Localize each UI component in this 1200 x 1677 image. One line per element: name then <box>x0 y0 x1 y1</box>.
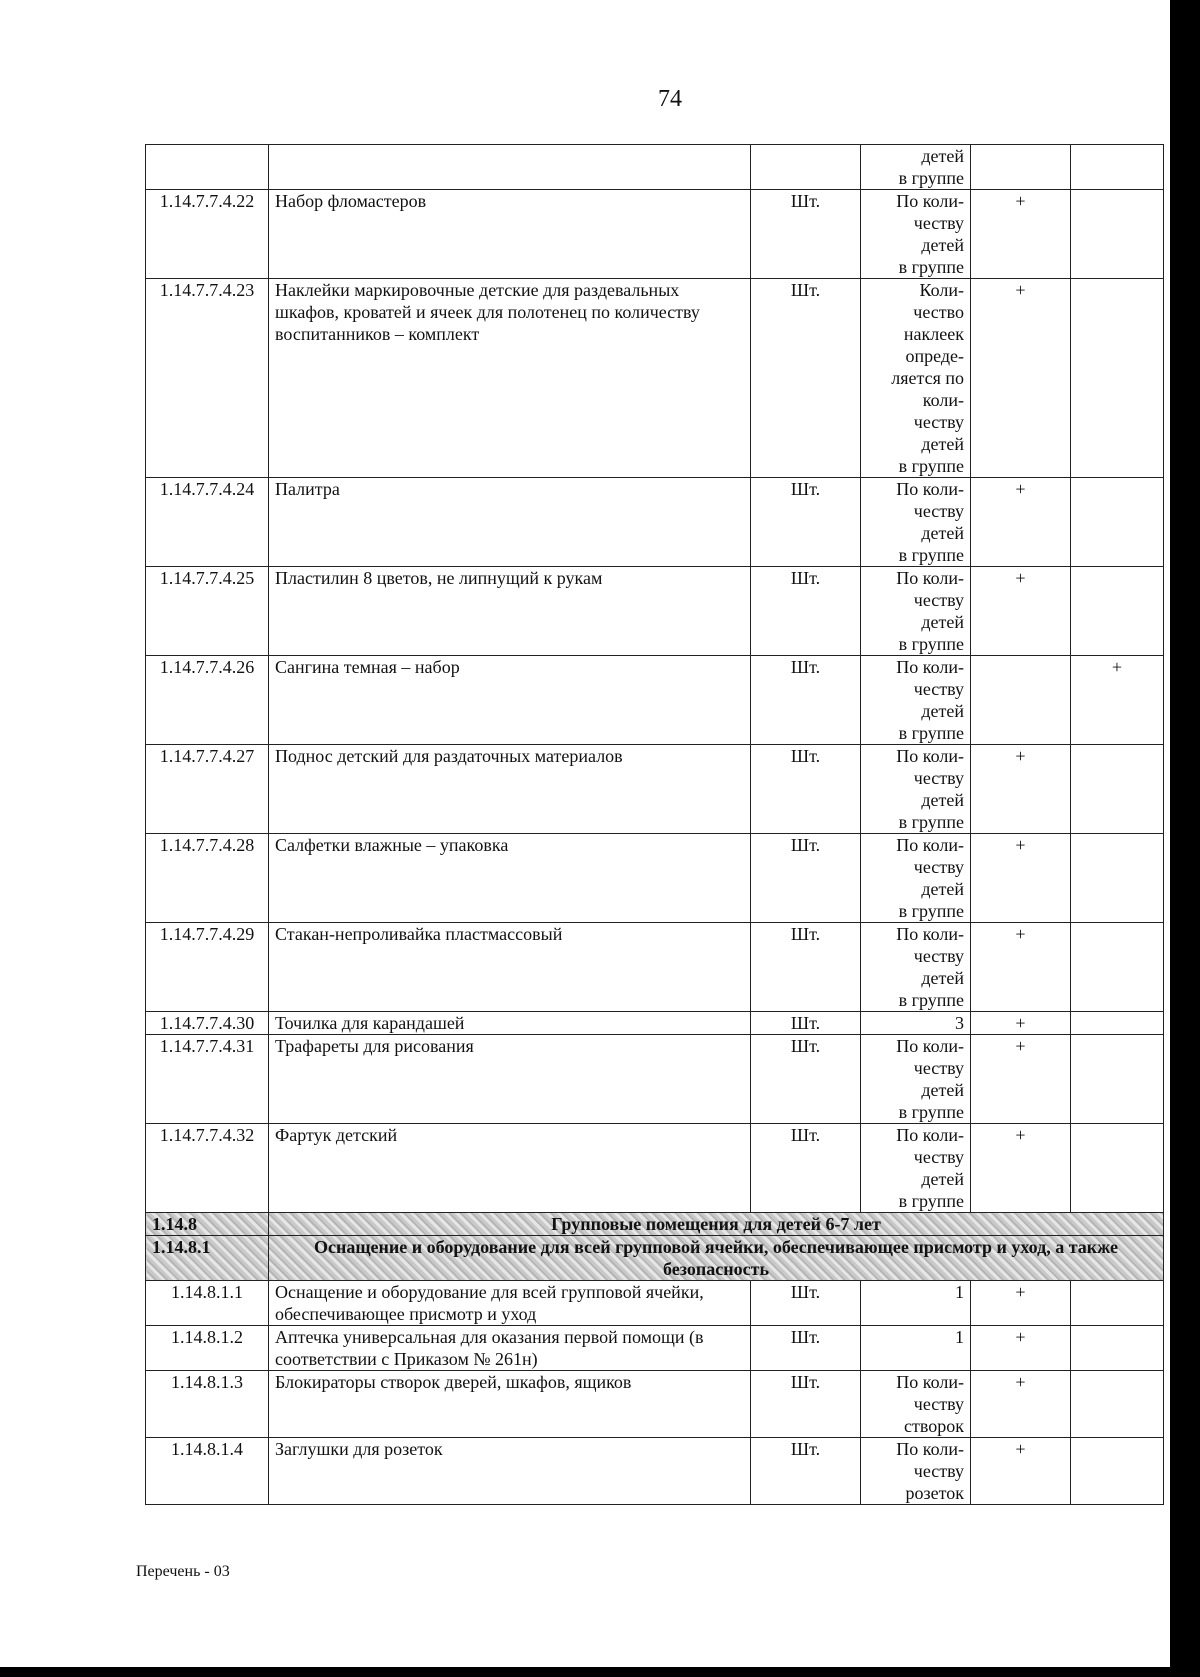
page-number: 74 <box>658 86 682 112</box>
quantity-line: честву <box>913 1461 964 1481</box>
quantity-line: Коли- <box>919 280 964 300</box>
item-quantity <box>861 1371 971 1438</box>
item-name: Оснащение и оборудование для всей групповой ячейки, обеспечивающее присмотр и уход <box>269 1281 751 1326</box>
table-row <box>146 1012 1164 1035</box>
table-row <box>146 1124 1164 1213</box>
item-unit <box>751 145 861 190</box>
mark-column-6 <box>1071 834 1164 923</box>
item-code <box>146 145 269 190</box>
section-title: Групповые помещения для детей 6-7 лет <box>269 1213 1164 1236</box>
item-code: 1.14.7.7.4.29 <box>146 923 269 1012</box>
table-row <box>146 1281 1164 1326</box>
quantity-line: в группе <box>898 168 964 188</box>
quantity-line: детей <box>921 612 964 632</box>
mark-column-6 <box>1071 745 1164 834</box>
mark-column-6 <box>1071 190 1164 279</box>
mark-column-5 <box>971 145 1071 190</box>
scan-border-bottom <box>0 1667 1200 1677</box>
table-row <box>146 567 1164 656</box>
section-title: Оснащение и оборудование для всей групповой ячейки, обеспечивающее присмотр и уход, а также безопасность <box>269 1236 1164 1281</box>
quantity-line: честву <box>913 501 964 521</box>
item-unit: Шт. <box>751 279 861 478</box>
quantity-line: детей <box>921 1169 964 1189</box>
quantity-line: По коли- <box>896 1439 964 1459</box>
item-quantity <box>861 1438 971 1505</box>
item-unit: Шт. <box>751 478 861 567</box>
mark-column-5: + <box>971 923 1071 1012</box>
item-code: 1.14.7.7.4.32 <box>146 1124 269 1213</box>
quantity-line: в группе <box>898 723 964 743</box>
item-unit: Шт. <box>751 1124 861 1213</box>
mark-column-5: + <box>971 1371 1071 1438</box>
quantity-line: честву <box>913 768 964 788</box>
section-code: 1.14.8.1 <box>146 1236 269 1281</box>
quantity-line: По коли- <box>896 479 964 499</box>
item-name: Фартук детский <box>269 1124 751 1213</box>
quantity-line: детей <box>921 790 964 810</box>
mark-column-5 <box>971 656 1071 745</box>
quantity-line: детей <box>921 235 964 255</box>
section-code: 1.14.8 <box>146 1213 269 1236</box>
item-name: Заглушки для розеток <box>269 1438 751 1505</box>
quantity-line: в группе <box>898 634 964 654</box>
mark-column-6: + <box>1071 656 1164 745</box>
mark-column-6 <box>1071 1438 1164 1505</box>
mark-column-6 <box>1071 1281 1164 1326</box>
item-quantity <box>861 478 971 567</box>
quantity-line: чество <box>913 302 964 322</box>
item-name <box>269 145 751 190</box>
quantity-line: По коли- <box>896 191 964 211</box>
mark-column-6 <box>1071 279 1164 478</box>
item-name: Салфетки влажные – упаковка <box>269 834 751 923</box>
mark-column-6 <box>1071 145 1164 190</box>
item-name: Набор фломастеров <box>269 190 751 279</box>
mark-column-6 <box>1071 1124 1164 1213</box>
mark-column-6 <box>1071 1012 1164 1035</box>
item-code: 1.14.7.7.4.23 <box>146 279 269 478</box>
table-row <box>146 1326 1164 1371</box>
table-row <box>146 1371 1164 1438</box>
mark-column-5: + <box>971 1035 1071 1124</box>
quantity-line: детей <box>921 1080 964 1100</box>
quantity-line: По коли- <box>896 568 964 588</box>
quantity-line: По коли- <box>896 1125 964 1145</box>
table-row <box>146 190 1164 279</box>
item-quantity <box>861 1281 971 1326</box>
item-unit: Шт. <box>751 1012 861 1035</box>
item-name: Наклейки маркировочные детские для раздевальных шкафов, кроватей и ячеек для полотенец по количеству воспитанников – комплект <box>269 279 751 478</box>
item-quantity <box>861 923 971 1012</box>
mark-column-5: + <box>971 745 1071 834</box>
item-name: Блокираторы створок дверей, шкафов, ящиков <box>269 1371 751 1438</box>
item-unit: Шт. <box>751 1281 861 1326</box>
mark-column-5: + <box>971 834 1071 923</box>
equipment-table <box>145 144 1164 1505</box>
mark-column-5: + <box>971 1438 1071 1505</box>
item-unit: Шт. <box>751 1035 861 1124</box>
item-name: Сангина темная – набор <box>269 656 751 745</box>
quantity-line: детей <box>921 523 964 543</box>
item-quantity <box>861 190 971 279</box>
mark-column-5: + <box>971 1012 1071 1035</box>
item-code: 1.14.7.7.4.28 <box>146 834 269 923</box>
quantity-line: коли- <box>922 390 964 410</box>
mark-column-6 <box>1071 478 1164 567</box>
item-code: 1.14.7.7.4.26 <box>146 656 269 745</box>
quantity-line: По коли- <box>896 1036 964 1056</box>
quantity-line: честву <box>913 1147 964 1167</box>
mark-column-5: + <box>971 1124 1071 1213</box>
table-row <box>146 1035 1164 1124</box>
quantity-line: детей <box>921 879 964 899</box>
quantity-line: в группе <box>898 812 964 832</box>
quantity-line: опреде- <box>905 346 964 366</box>
quantity-line: в группе <box>898 545 964 565</box>
item-name: Трафареты для рисования <box>269 1035 751 1124</box>
table-row <box>146 745 1164 834</box>
quantity-line: По коли- <box>896 924 964 944</box>
quantity-line: честву <box>913 857 964 877</box>
item-name: Пластилин 8 цветов, не липнущий к рукам <box>269 567 751 656</box>
mark-column-6 <box>1071 1326 1164 1371</box>
item-quantity <box>861 1124 971 1213</box>
item-unit: Шт. <box>751 1326 861 1371</box>
mark-column-5: + <box>971 567 1071 656</box>
item-unit: Шт. <box>751 190 861 279</box>
item-name: Палитра <box>269 478 751 567</box>
quantity-line: честву <box>913 946 964 966</box>
quantity-line: ляется по <box>891 368 964 388</box>
quantity-line: детей <box>921 968 964 988</box>
item-unit: Шт. <box>751 656 861 745</box>
item-unit: Шт. <box>751 1371 861 1438</box>
item-code: 1.14.8.1.3 <box>146 1371 269 1438</box>
table-row <box>146 656 1164 745</box>
quantity-line: детей <box>921 434 964 454</box>
section-row <box>146 1213 1164 1236</box>
mark-column-5: + <box>971 1326 1071 1371</box>
footer-label: Перечень - 03 <box>136 1563 230 1580</box>
table-row <box>146 279 1164 478</box>
item-quantity <box>861 1326 971 1371</box>
item-quantity <box>861 567 971 656</box>
item-code: 1.14.8.1.2 <box>146 1326 269 1371</box>
quantity-line: в группе <box>898 1191 964 1211</box>
table-row <box>146 923 1164 1012</box>
mark-column-5: + <box>971 279 1071 478</box>
quantity-line: в группе <box>898 1102 964 1122</box>
item-code: 1.14.7.7.4.30 <box>146 1012 269 1035</box>
quantity-line: розеток <box>905 1483 964 1503</box>
mark-column-6 <box>1071 567 1164 656</box>
item-unit: Шт. <box>751 923 861 1012</box>
mark-column-5: + <box>971 190 1071 279</box>
table-row <box>146 1438 1164 1505</box>
table-row <box>146 145 1164 190</box>
item-quantity <box>861 834 971 923</box>
quantity-line: в группе <box>898 990 964 1010</box>
item-quantity <box>861 745 971 834</box>
item-unit: Шт. <box>751 567 861 656</box>
quantity-line: створок <box>904 1416 964 1436</box>
quantity-line: детей <box>921 146 964 166</box>
item-unit: Шт. <box>751 745 861 834</box>
quantity-line: честву <box>913 679 964 699</box>
quantity-line: честву <box>913 1058 964 1078</box>
quantity-line: детей <box>921 701 964 721</box>
quantity-line: 3 <box>955 1013 964 1033</box>
table-row <box>146 478 1164 567</box>
quantity-line: 1 <box>955 1282 964 1302</box>
mark-column-5: + <box>971 478 1071 567</box>
item-name: Поднос детский для раздаточных материалов <box>269 745 751 834</box>
mark-column-6 <box>1071 1035 1164 1124</box>
item-code: 1.14.8.1.4 <box>146 1438 269 1505</box>
table-row <box>146 834 1164 923</box>
item-quantity <box>861 1012 971 1035</box>
quantity-line: наклеек <box>903 324 964 344</box>
quantity-line: честву <box>913 412 964 432</box>
item-quantity <box>861 1035 971 1124</box>
quantity-line: По коли- <box>896 657 964 677</box>
table-body <box>146 145 1164 1505</box>
quantity-line: честву <box>913 590 964 610</box>
section-row <box>146 1236 1164 1281</box>
item-name: Стакан-непроливайка пластмассовый <box>269 923 751 1012</box>
item-code: 1.14.7.7.4.27 <box>146 745 269 834</box>
quantity-line: По коли- <box>896 1372 964 1392</box>
item-code: 1.14.7.7.4.31 <box>146 1035 269 1124</box>
mark-column-6 <box>1071 923 1164 1012</box>
item-code: 1.14.7.7.4.22 <box>146 190 269 279</box>
quantity-line: По коли- <box>896 835 964 855</box>
quantity-line: По коли- <box>896 746 964 766</box>
quantity-line: честву <box>913 213 964 233</box>
item-quantity <box>861 656 971 745</box>
item-code: 1.14.8.1.1 <box>146 1281 269 1326</box>
quantity-line: в группе <box>898 257 964 277</box>
item-code: 1.14.7.7.4.24 <box>146 478 269 567</box>
mark-column-6 <box>1071 1371 1164 1438</box>
scan-border-right <box>1170 0 1200 1677</box>
item-name: Аптечка универсальная для оказания первой помощи (в соответствии с Приказом № 261н) <box>269 1326 751 1371</box>
item-code: 1.14.7.7.4.25 <box>146 567 269 656</box>
quantity-line: в группе <box>898 901 964 921</box>
item-name: Точилка для карандашей <box>269 1012 751 1035</box>
item-quantity <box>861 145 971 190</box>
item-unit: Шт. <box>751 834 861 923</box>
item-quantity <box>861 279 971 478</box>
quantity-line: 1 <box>955 1327 964 1347</box>
quantity-line: в группе <box>898 456 964 476</box>
quantity-line: честву <box>913 1394 964 1414</box>
item-unit: Шт. <box>751 1438 861 1505</box>
mark-column-5: + <box>971 1281 1071 1326</box>
